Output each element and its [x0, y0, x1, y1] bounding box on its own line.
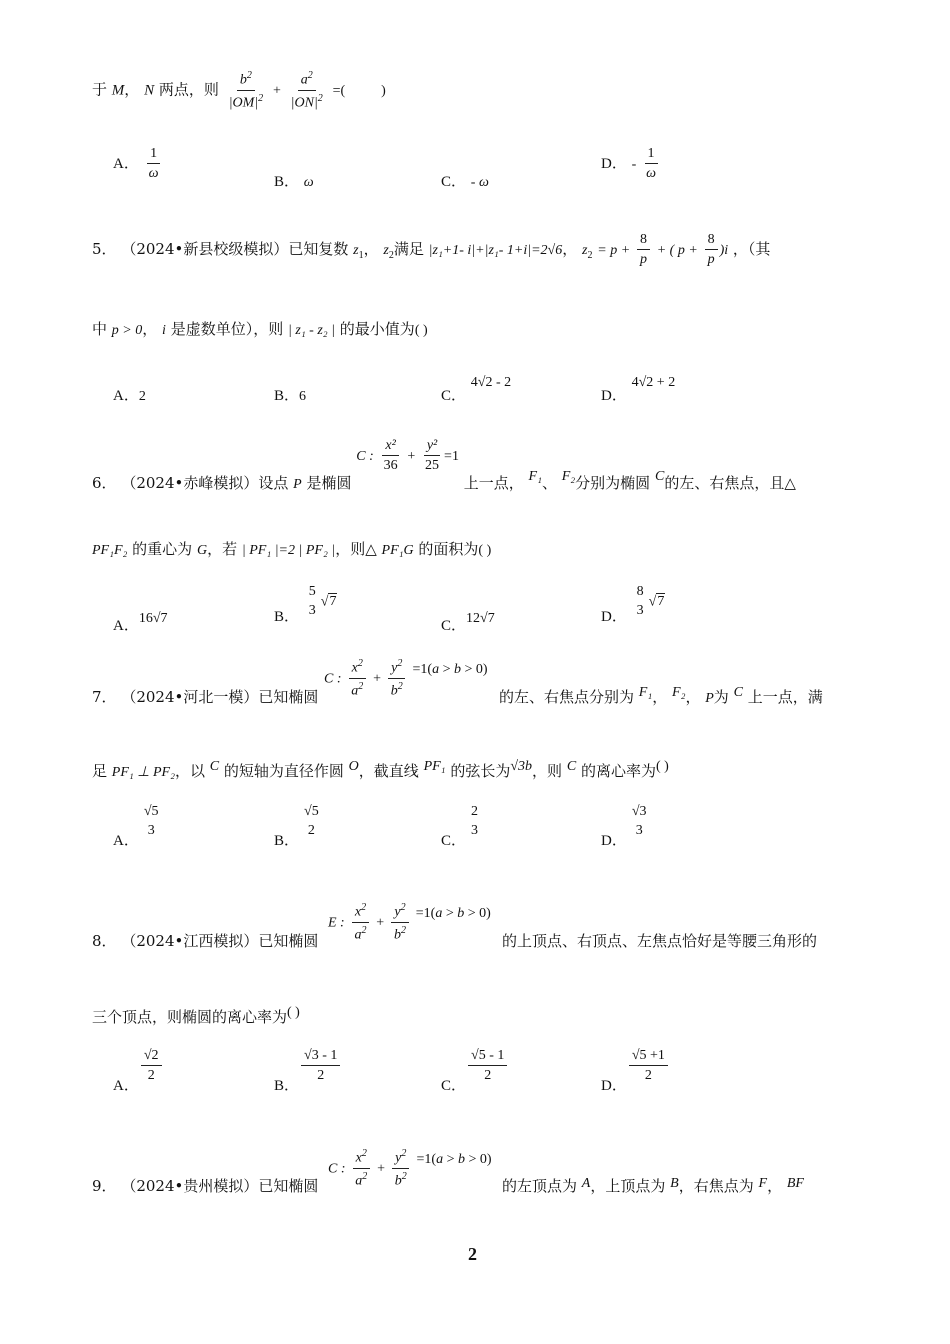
- q9-ellipse: C : $\frac{x^2}{a^2}$ + $\frac{y^2}{b^2}$ =1(a > b > 0): [328, 1148, 492, 1189]
- q8-line1: 8． （2024•江西模拟）已知椭圆: [92, 932, 319, 950]
- q5-line2: 中 p > 0， i 是虚数单位），则 | z₁ - z₂ | 的最小值为( ): [92, 320, 428, 338]
- q9-source: （2024•贵州模拟）: [121, 1177, 259, 1195]
- q7-option-c: C． 2 3: [441, 804, 479, 850]
- q7-option-a: A． √5 3: [113, 804, 159, 850]
- q4-sep: ，: [124, 80, 140, 99]
- q5-option-a: A．2: [113, 388, 146, 404]
- q5-number: 5．: [92, 239, 117, 258]
- q4-option-c: C． - ω: [441, 174, 489, 190]
- q4-tail-line: [92, 70, 386, 111]
- q5-option-c: C． 4√2 - 2: [441, 375, 512, 404]
- q4-N: N: [144, 82, 155, 99]
- q4-option-b: B． ω: [274, 174, 314, 190]
- q9-line1: 9． （2024•贵州模拟）已知椭圆: [92, 1177, 319, 1195]
- q4-option-a: A． $\frac{1}{\omega}$: [113, 146, 164, 182]
- q8-option-b: B． $\frac{√3 - 1}{2}$: [274, 1048, 342, 1084]
- q4-plus: +: [272, 83, 281, 99]
- q8-ellipse: E : $\frac{x^2}{a^2}$ + $\frac{y^2}{b^2}$ =1(a > b > 0): [328, 902, 491, 943]
- q6-number: 6．: [92, 473, 117, 492]
- q6-option-c: C．12√7: [441, 611, 495, 634]
- q7-line1-rest: 的左、右焦点分别为 F₁， F₂， P为 C 上一点，满: [499, 685, 823, 706]
- q4-option-a-frac: $\frac{1}{\omega}$: [148, 146, 159, 182]
- q7-option-b: B． √5 2: [274, 804, 319, 850]
- q4-prefix: 于: [92, 80, 108, 99]
- q7-line1: 7． （2024•河北一模）已知椭圆: [92, 688, 319, 706]
- q4-frac2: $\frac{a^2}{|ON|^2}$: [290, 70, 323, 111]
- q4-text: 两点，则: [158, 80, 219, 99]
- q4-M: M: [111, 82, 125, 99]
- q4-option-d-frac: $\frac{1}{\omega}$: [646, 146, 656, 182]
- q7-source: （2024•河北一模）: [121, 688, 259, 706]
- q6-line1: 6． （2024•赤峰模拟）设点 P 是椭圆 C : $\frac{\text{x²}}{36}$ + $\frac{\text{y²}}{25}$ =1 上一点， F₁、 F₂分别为椭圆 C的左、右焦点，且△: [92, 438, 796, 492]
- q8-source: （2024•江西模拟）: [121, 932, 259, 950]
- q7-number: 7．: [92, 688, 117, 706]
- q6-option-d: D． 8 3 √7: [601, 584, 665, 626]
- q4-frac1: $\frac{b^2}{|OM|^2}$: [228, 70, 264, 111]
- q4-eq: =(: [332, 83, 346, 99]
- q8-option-c: C． $\frac{√5 - 1}{2}$: [441, 1048, 509, 1084]
- q5-option-d: D． 4√2 + 2: [601, 375, 676, 404]
- q8-number: 8．: [92, 932, 117, 950]
- q7-ellipse: C : $\frac{x^2}{a^2}$ + $\frac{y^2}{b^2}$ =1(a > b > 0): [324, 658, 488, 699]
- q5-condition: |z₁+1- i|+|z₁- 1+i|=2√6: [428, 242, 563, 258]
- page-number: 2: [468, 1244, 477, 1264]
- q8-option-d: D． $\frac{√5 +1}{2}$: [601, 1048, 670, 1084]
- q8-line2: 三个顶点，则椭圆的离心率为( ): [92, 1005, 300, 1026]
- q5-source: （2024•新县校级模拟）: [121, 239, 289, 258]
- q7-line2: 足 PF₁ ⊥ PF₂，以 C 的短轴为直径作圆 O，截直线 PF₁ 的弦长为√3b，则 C 的离心率为( ): [92, 759, 669, 780]
- q6-option-a: A．16√7: [113, 611, 168, 634]
- q9-number: 9．: [92, 1177, 117, 1195]
- q4-option-d: D． - $\frac{1}{\omega}$: [601, 146, 661, 182]
- q7-option-d: D． √3 3: [601, 804, 647, 850]
- q6-line2: PF₁F₂ 的重心为 G，若 | PF₁ |=2 | PF₂ |，则△ PF₁G 的面积为( ): [92, 540, 492, 558]
- q8-line1-rest: 的上顶点、右顶点、左焦点恰好是等腰三角形的: [502, 932, 818, 950]
- q9-line1-rest: 的左顶点为 A，上顶点为 B，右焦点为 F， BF: [502, 1176, 804, 1195]
- q5-option-b: B．6: [274, 388, 307, 404]
- q5-line1: 5． （2024•新县校级模拟）已知复数 $z_1$， $z_2$满足 |z₁+1- i|+|z₁- 1+i|=2√6， $z_2 = p$ + $\frac{8}{p}$ + ( p + $\frac{8}{p}$ )i ，（其: [92, 232, 771, 268]
- q6-option-b: B． 5 3 √7: [274, 584, 337, 626]
- q8-option-a: A． $\frac{√2}{2}$: [113, 1048, 164, 1084]
- q4-close: ): [381, 83, 386, 99]
- q6-source: （2024•赤峰模拟）: [121, 473, 259, 492]
